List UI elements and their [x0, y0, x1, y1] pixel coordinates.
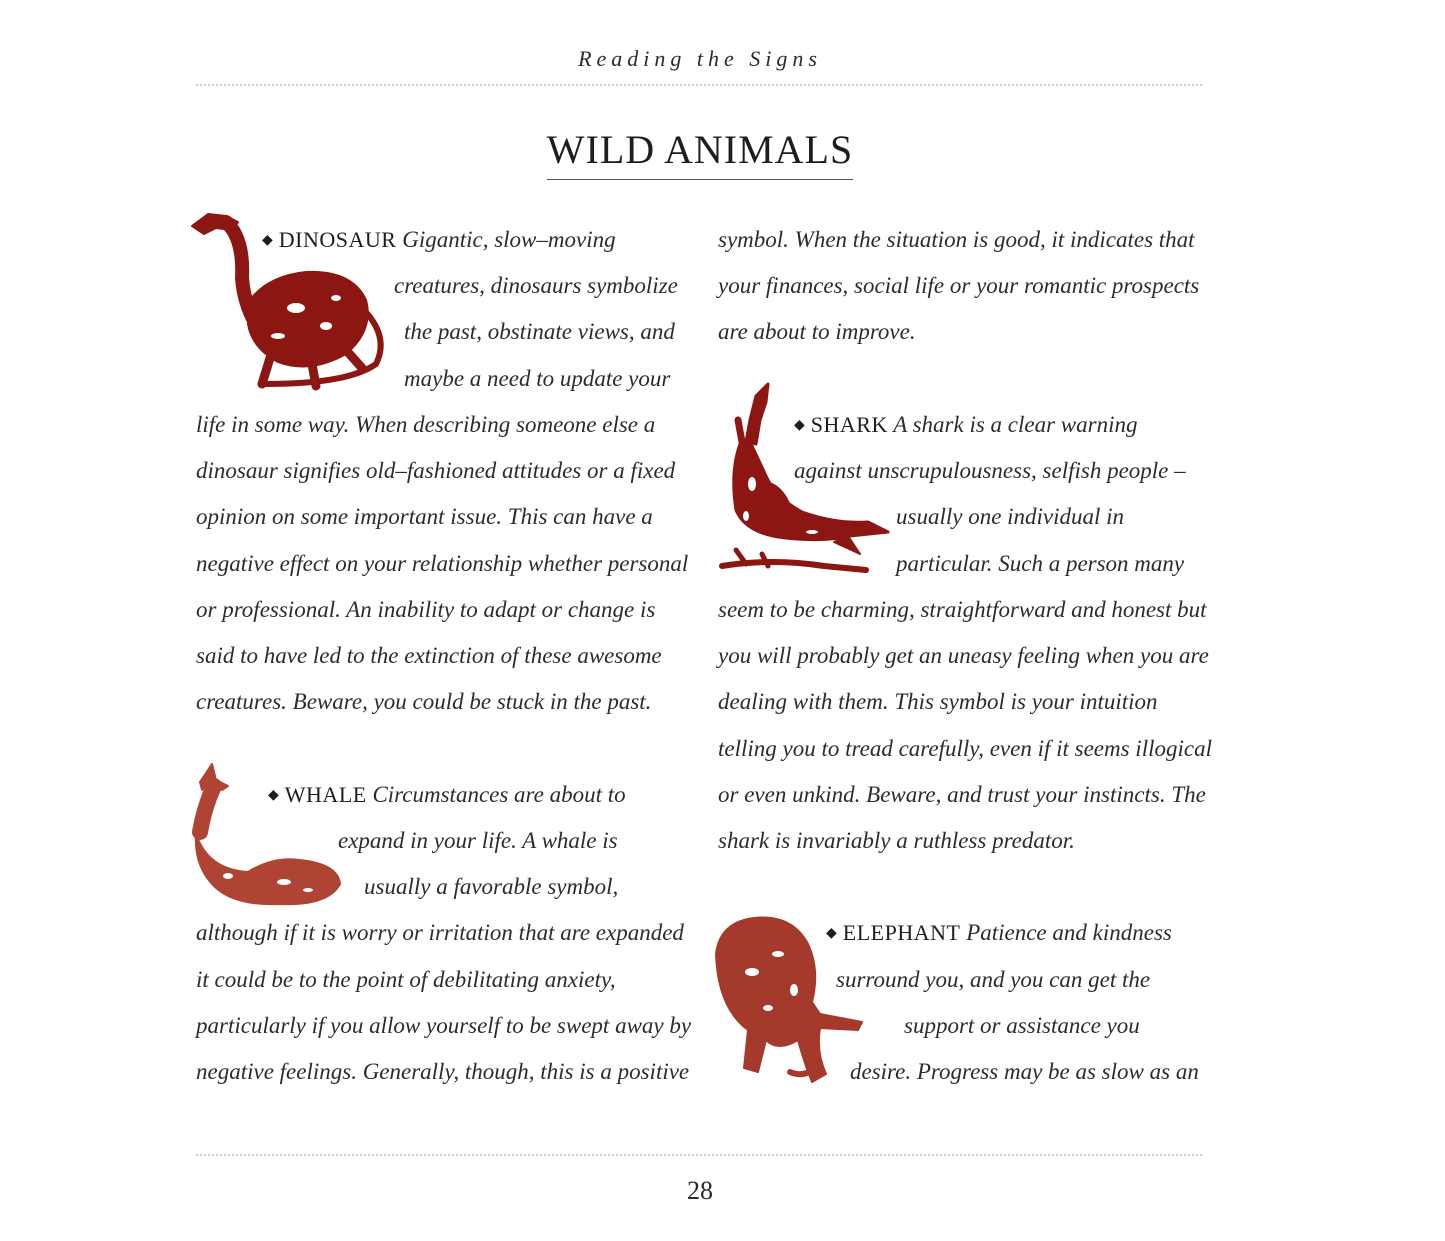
elephant-line-4: desire. Progress may be as slow as an [850, 1059, 1199, 1084]
shark-line-1: ◆ SHARK A shark is a clear warning [794, 412, 1138, 437]
dinosaur-line-6: dinosaur signifies old–fashioned attitudes or a fixed [196, 458, 676, 483]
dinosaur-line-2: creatures, dinosaurs symbolize [394, 273, 678, 298]
shark-line-10: shark is invariably a ruthless predator. [718, 828, 1075, 853]
dinosaur-line-3: the past, obstinate views, and [404, 319, 675, 344]
shark-line-2: against unscrupulousness, selfish people – [794, 458, 1186, 483]
dinosaur-line-10: said to have led to the extinction of these awesome [196, 643, 662, 668]
running-head: Reading the Signs [578, 46, 822, 71]
bullet-diamond-icon: ◆ [268, 788, 279, 803]
bullet-diamond-icon: ◆ [794, 418, 805, 433]
shark-line-5: seem to be charming, straightforward and honest but [718, 597, 1207, 622]
footer-rule [196, 1154, 1202, 1156]
whale-line-3: usually a favorable symbol, [364, 874, 619, 899]
header-rule [196, 84, 1202, 86]
whale-line-7: negative feelings. Generally, though, this is a positive [196, 1059, 690, 1084]
shark-line-3: usually one individual in [896, 504, 1125, 529]
whale-line-2: expand in your life. A whale is [338, 828, 618, 853]
dinosaur-line-4: maybe a need to update your [404, 366, 671, 391]
shark-line-8: telling you to tread carefully, even if it seems illogical [718, 736, 1212, 761]
elephant-line-1: ◆ ELEPHANT Patience and kindness [826, 920, 1172, 945]
dinosaur-heading: DINOSAUR [278, 227, 397, 252]
elephant-heading: ELEPHANT [842, 920, 961, 945]
whale-line-4: although if it is worry or irritation that are expanded [196, 920, 684, 945]
shark-heading: SHARK [810, 412, 888, 437]
page-number: 28 [687, 1176, 713, 1205]
bullet-diamond-icon: ◆ [826, 926, 837, 941]
dinosaur-line-9: or professional. An inability to adapt or change is [196, 597, 656, 622]
bullet-diamond-icon: ◆ [262, 233, 273, 248]
shark-line-7: dealing with them. This symbol is your intuition [718, 689, 1158, 714]
dinosaur-line-8: negative effect on your relationship whether personal [196, 551, 689, 576]
elephant-line-2: surround you, and you can get the [836, 967, 1151, 992]
elephant-line-3: support or assistance you [904, 1013, 1140, 1038]
whale-line-5: it could be to the point of debilitating anxiety, [196, 967, 616, 992]
chapter-title: WILD ANIMALS [547, 126, 853, 180]
whale-line-6: particularly if you allow yourself to be swept away by [196, 1013, 692, 1038]
dinosaur-line-7: opinion on some important issue. This can have a [196, 504, 653, 529]
shark-line-6: you will probably get an uneasy feeling when you are [718, 643, 1209, 668]
whale-line-8: symbol. When the situation is good, it indicates that [718, 227, 1195, 252]
dinosaur-line-11: creatures. Beware, you could be stuck in the past. [196, 689, 652, 714]
whale-line-10: are about to improve. [718, 319, 916, 344]
dinosaur-line-5: life in some way. When describing someone else a [196, 412, 656, 437]
whale-line-9: your finances, social life or your romantic prospects [718, 273, 1200, 298]
whale-heading: WHALE [284, 782, 367, 807]
shark-line-9: or even unkind. Beware, and trust your instincts. The [718, 782, 1206, 807]
shark-line-4: particular. Such a person many [896, 551, 1185, 576]
whale-line-1: ◆ WHALE Circumstances are about to [268, 782, 626, 807]
dinosaur-line-1: ◆ DINOSAUR Gigantic, slow–moving [262, 227, 616, 252]
